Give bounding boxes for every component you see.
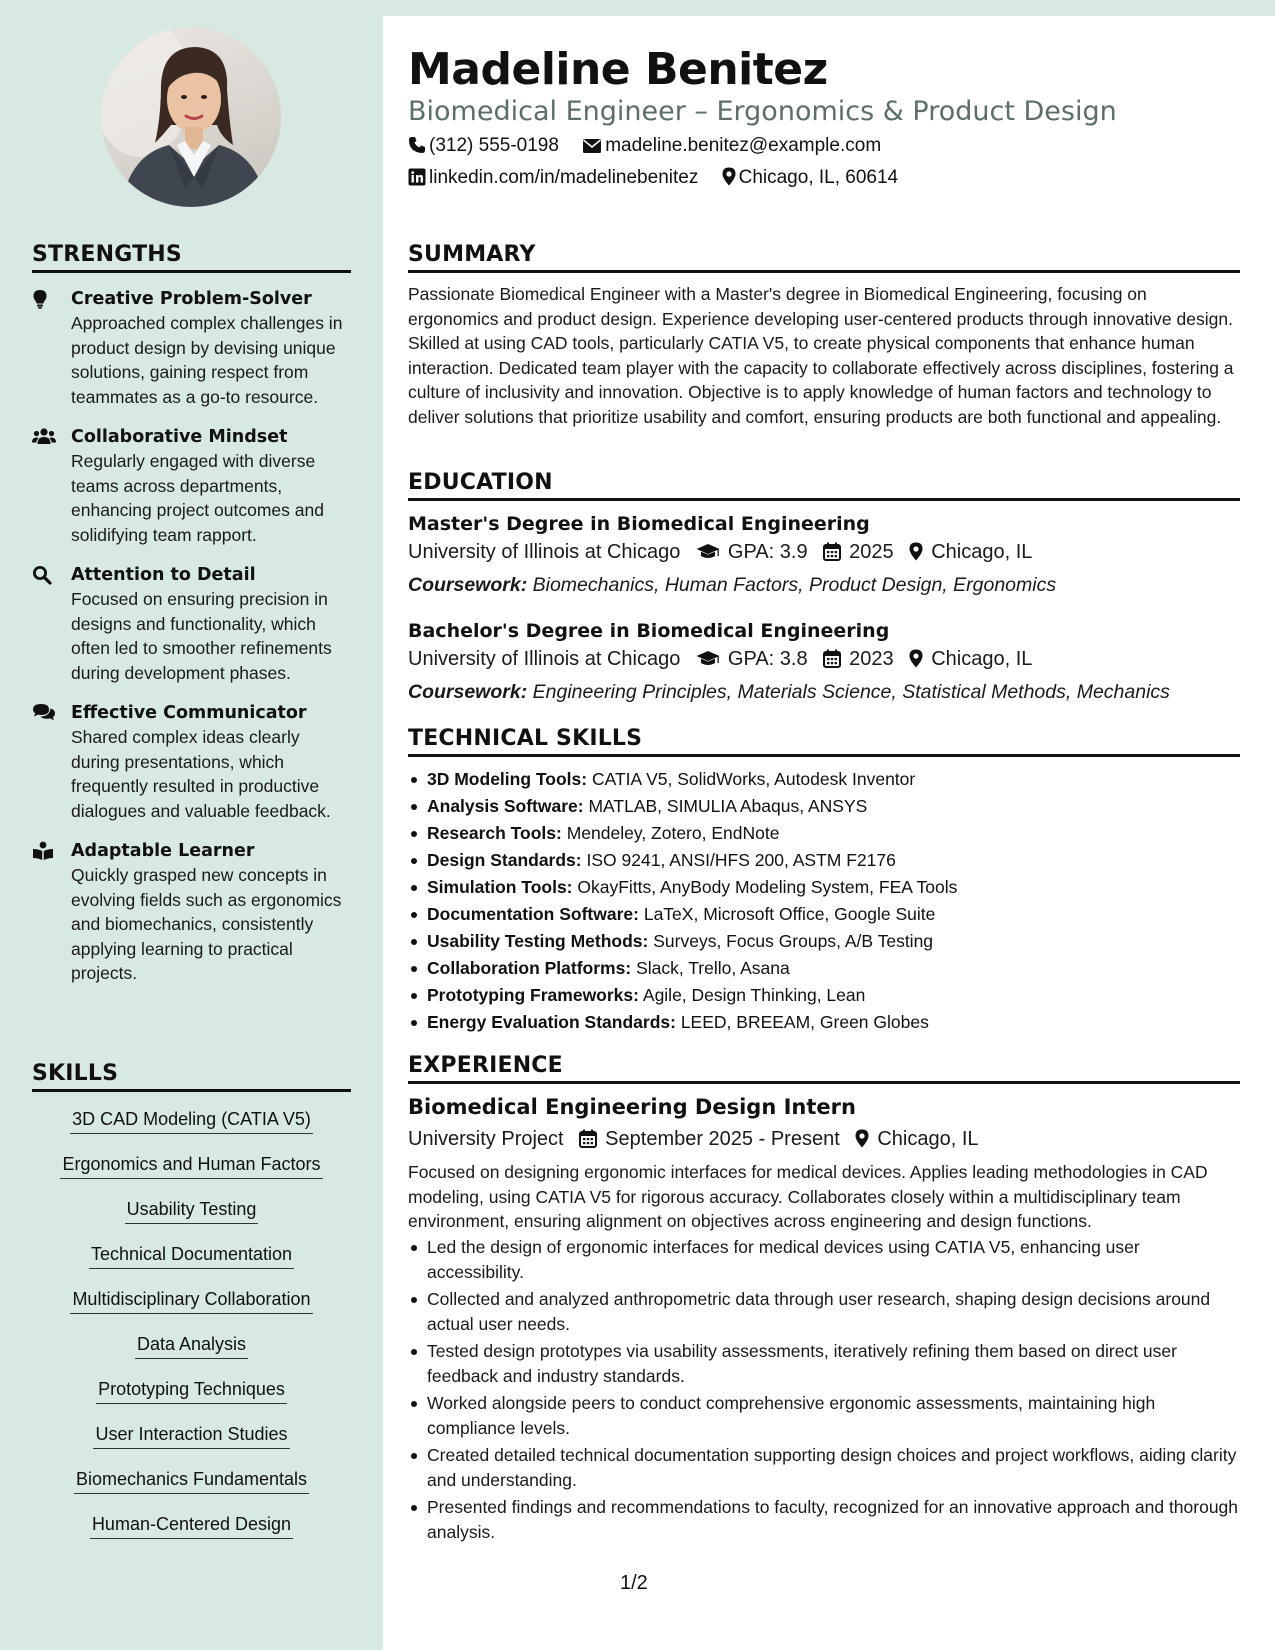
education-heading: EDUCATION xyxy=(408,470,1240,501)
skill-category: Energy Evaluation Standards: xyxy=(427,1012,676,1032)
skill-label: 3D CAD Modeling (CATIA V5) xyxy=(70,1107,313,1134)
skill-values: OkayFitts, AnyBody Modeling System, FEA Tools xyxy=(577,877,958,897)
strength-title: Attention to Detail xyxy=(71,565,256,585)
graduation-cap-icon xyxy=(696,647,720,677)
technical-skill-item xyxy=(408,955,1240,982)
skill-values: Slack, Trello, Asana xyxy=(636,958,790,978)
map-marker-icon xyxy=(855,1128,869,1156)
skill-label: Technical Documentation xyxy=(89,1242,294,1269)
degree-title: Master's Degree in Biomedical Engineering xyxy=(408,513,870,535)
skill-item xyxy=(32,1107,351,1152)
linkedin-text[interactable]: linkedin.com/in/madelinebenitez xyxy=(429,167,699,188)
map-marker-icon xyxy=(909,647,923,677)
graduation-cap-icon xyxy=(696,540,720,570)
email-item[interactable] xyxy=(582,134,881,161)
strengths-heading: STRENGTHS xyxy=(32,242,351,273)
skill-item xyxy=(32,1512,351,1557)
skill-values: MATLAB, SIMULIA Abaqus, ANSYS xyxy=(588,796,868,816)
skill-label: Ergonomics and Human Factors xyxy=(60,1152,322,1179)
strength-title: Collaborative Mindset xyxy=(71,427,288,447)
strength-desc: Focused on ensuring precision in designs and functionality, which often led to smoother refinements during development phases. xyxy=(71,589,332,683)
skill-category: Prototyping Frameworks: xyxy=(427,985,639,1005)
technical-skill-item xyxy=(408,1009,1240,1036)
coursework-label: Coursework: xyxy=(408,681,528,703)
skill-values: LEED, BREEAM, Green Globes xyxy=(680,1012,929,1032)
skill-item xyxy=(32,1152,351,1197)
job-bullet: Worked alongside peers to conduct comprehensive ergonomic assessments, maintaining high compliance levels. xyxy=(408,1391,1240,1440)
skill-values: ISO 9241, ANSI/HFS 200, ASTM F2176 xyxy=(586,850,896,870)
job-dates: September 2025 - Present xyxy=(605,1128,840,1150)
technical-skills-heading: TECHNICAL SKILLS xyxy=(408,726,1240,757)
graduation-year: 2023 xyxy=(849,648,894,670)
skill-category: Analysis Software: xyxy=(427,796,584,816)
strength-item xyxy=(32,701,352,823)
job-bullet: Collected and analyzed anthropometric data through user research, shaping design decisions around actual user needs. xyxy=(408,1287,1240,1336)
strength-desc: Regularly engaged with diverse teams across departments, enhancing project outcomes and solidifying team rapport. xyxy=(71,451,324,545)
skill-values: Agile, Design Thinking, Lean xyxy=(642,985,866,1005)
degree-title: Bachelor's Degree in Biomedical Engineering xyxy=(408,620,890,642)
experience-heading: EXPERIENCE xyxy=(408,1053,1240,1084)
strength-item xyxy=(32,563,352,685)
job-title: Biomedical Engineer – Ergonomics & Product Design xyxy=(408,96,1117,127)
job-bullets xyxy=(408,1235,1240,1547)
skill-values: Surveys, Focus Groups, A/B Testing xyxy=(653,931,934,951)
job-bullet: Presented findings and recommendations to faculty, recognized for an innovative approach and thorough analysis. xyxy=(408,1495,1240,1544)
skill-label: Data Analysis xyxy=(135,1332,248,1359)
strength-desc: Shared complex ideas clearly during presentations, which frequently resulted in productive dialogues and valuable feedback. xyxy=(71,727,331,821)
technical-skill-item xyxy=(408,874,1240,901)
strength-item xyxy=(32,425,352,547)
skill-values: CATIA V5, SolidWorks, Autodesk Inventor xyxy=(591,769,916,789)
coursework-list: Engineering Principles, Materials Science, Statistical Methods, Mechanics xyxy=(532,681,1170,703)
job-description: Focused on designing ergonomic interfaces for medical devices. Applies leading methodologies in CAD modeling, using CATIA V5 for rigorous accuracy. Collaborates closely within a multidisciplinary team environment, ensuring alignment on objectives across engineering and design functions. xyxy=(408,1162,1208,1231)
strength-title: Creative Problem-Solver xyxy=(71,289,312,309)
education-entry xyxy=(408,511,1240,600)
phone-icon xyxy=(408,136,426,161)
map-marker-icon xyxy=(909,540,923,570)
phone-item xyxy=(408,134,559,161)
coursework xyxy=(408,570,1240,600)
skill-item xyxy=(32,1332,351,1377)
job-bullet: Tested design prototypes via usability assessments, iteratively refining them based on direct user feedback and industry standards. xyxy=(408,1339,1240,1388)
technical-skill-item xyxy=(408,820,1240,847)
job-organization: University Project xyxy=(408,1128,564,1150)
map-marker-icon xyxy=(722,167,736,193)
job-bullet: Led the design of ergonomic interfaces for medical devices using CATIA V5, enhancing user accessibility. xyxy=(408,1235,1240,1284)
phone-text: (312) 555-0198 xyxy=(429,135,559,156)
job-meta xyxy=(408,1125,979,1156)
skill-item xyxy=(32,1287,351,1332)
skill-label: Human-Centered Design xyxy=(90,1512,293,1539)
skill-values: LaTeX, Microsoft Office, Google Suite xyxy=(643,904,936,924)
skill-category: 3D Modeling Tools: xyxy=(427,769,588,789)
strength-item xyxy=(32,839,352,986)
strength-desc: Approached complex challenges in product design by devising unique solutions, gaining respect from teammates as a go-to resource. xyxy=(71,313,343,407)
technical-skill-item xyxy=(408,793,1240,820)
job-role: Biomedical Engineering Design Intern xyxy=(408,1095,856,1119)
lightbulb-icon xyxy=(32,289,56,309)
strengths-list xyxy=(32,287,352,1002)
technical-skills-list xyxy=(408,766,1240,1036)
skill-label: Prototyping Techniques xyxy=(96,1377,287,1404)
technical-skill-item xyxy=(408,766,1240,793)
skill-item xyxy=(32,1377,351,1422)
skill-item xyxy=(32,1467,351,1512)
school-name: University of Illinois at Chicago xyxy=(408,648,681,670)
graduation-year: 2025 xyxy=(849,541,894,563)
summary-text: Passionate Biomedical Engineer with a Master's degree in Biomedical Engineering, focusing on ergonomics and product design. Experience developing user-centered products through innovative design. Skilled at using CAD tools, particularly CATIA V5, to create physical components that enhance human interaction. Dedicated team player with the capacity to collaborate effectively across disciplines, fostering a culture of inclusivity and innovation. Objective is to apply knowledge of human factors and technology to deliver solutions that prioritize usability and comfort, ensuring products are both functional and appealing. xyxy=(408,284,1234,427)
job-bullet: Created detailed technical documentation supporting design choices and project workflows, aiding clarity and understanding. xyxy=(408,1443,1240,1492)
skill-label: Usability Testing xyxy=(125,1197,259,1224)
technical-skill-item xyxy=(408,982,1240,1009)
book-reader-icon xyxy=(32,841,56,861)
summary-heading: SUMMARY xyxy=(408,242,1240,273)
profile-photo xyxy=(101,27,281,207)
skill-label: Biomechanics Fundamentals xyxy=(74,1467,309,1494)
skill-category: Research Tools: xyxy=(427,823,562,843)
skill-item xyxy=(32,1422,351,1467)
gpa-text: GPA: 3.9 xyxy=(727,541,808,563)
skill-item xyxy=(32,1242,351,1287)
skill-category: Documentation Software: xyxy=(427,904,639,924)
skill-values: Mendeley, Zotero, EndNote xyxy=(566,823,780,843)
skill-category: Usability Testing Methods: xyxy=(427,931,649,951)
skill-category: Simulation Tools: xyxy=(427,877,573,897)
calendar-icon xyxy=(823,647,841,677)
school-location: Chicago, IL xyxy=(931,648,1033,670)
location-item xyxy=(722,166,899,193)
contact-row-1 xyxy=(408,134,899,161)
calendar-icon xyxy=(823,540,841,570)
skill-label: Multidisciplinary Collaboration xyxy=(70,1287,312,1314)
location-text: Chicago, IL, 60614 xyxy=(738,167,899,188)
gpa-text: GPA: 3.8 xyxy=(727,648,808,670)
search-icon xyxy=(32,565,56,585)
school-location: Chicago, IL xyxy=(931,541,1033,563)
skills-list xyxy=(32,1107,351,1557)
strength-title: Effective Communicator xyxy=(71,703,307,723)
coursework-label: Coursework: xyxy=(408,574,528,596)
technical-skill-item xyxy=(408,847,1240,874)
email-text[interactable]: madeline.benitez@example.com xyxy=(605,135,882,156)
technical-skill-item xyxy=(408,928,1240,955)
skill-label: User Interaction Studies xyxy=(93,1422,289,1449)
skill-category: Collaboration Platforms: xyxy=(427,958,632,978)
page-number: 1/2 xyxy=(620,1572,648,1594)
coursework-list: Biomechanics, Human Factors, Product Design, Ergonomics xyxy=(532,574,1057,596)
contact-row-2 xyxy=(408,166,916,193)
education-meta xyxy=(408,537,1240,570)
skill-item xyxy=(32,1197,351,1242)
strength-item xyxy=(32,287,352,409)
strength-title: Adaptable Learner xyxy=(71,841,255,861)
job-location: Chicago, IL xyxy=(877,1128,979,1150)
skills-heading: SKILLS xyxy=(32,1061,351,1092)
calendar-icon xyxy=(579,1128,597,1156)
envelope-icon xyxy=(582,137,602,161)
strength-desc: Quickly grasped new concepts in evolving fields such as ergonomics and biomechanics, consistently applying learning to practical projects. xyxy=(71,865,342,983)
users-icon xyxy=(32,427,56,447)
comments-icon xyxy=(32,703,56,723)
linkedin-item[interactable] xyxy=(408,166,698,193)
school-name: University of Illinois at Chicago xyxy=(408,541,681,563)
technical-skill-item xyxy=(408,901,1240,928)
coursework xyxy=(408,677,1240,707)
skill-category: Design Standards: xyxy=(427,850,582,870)
linkedin-icon xyxy=(408,168,426,193)
education-entry xyxy=(408,618,1240,707)
candidate-name: Madeline Benitez xyxy=(408,44,828,95)
education-meta xyxy=(408,644,1240,677)
